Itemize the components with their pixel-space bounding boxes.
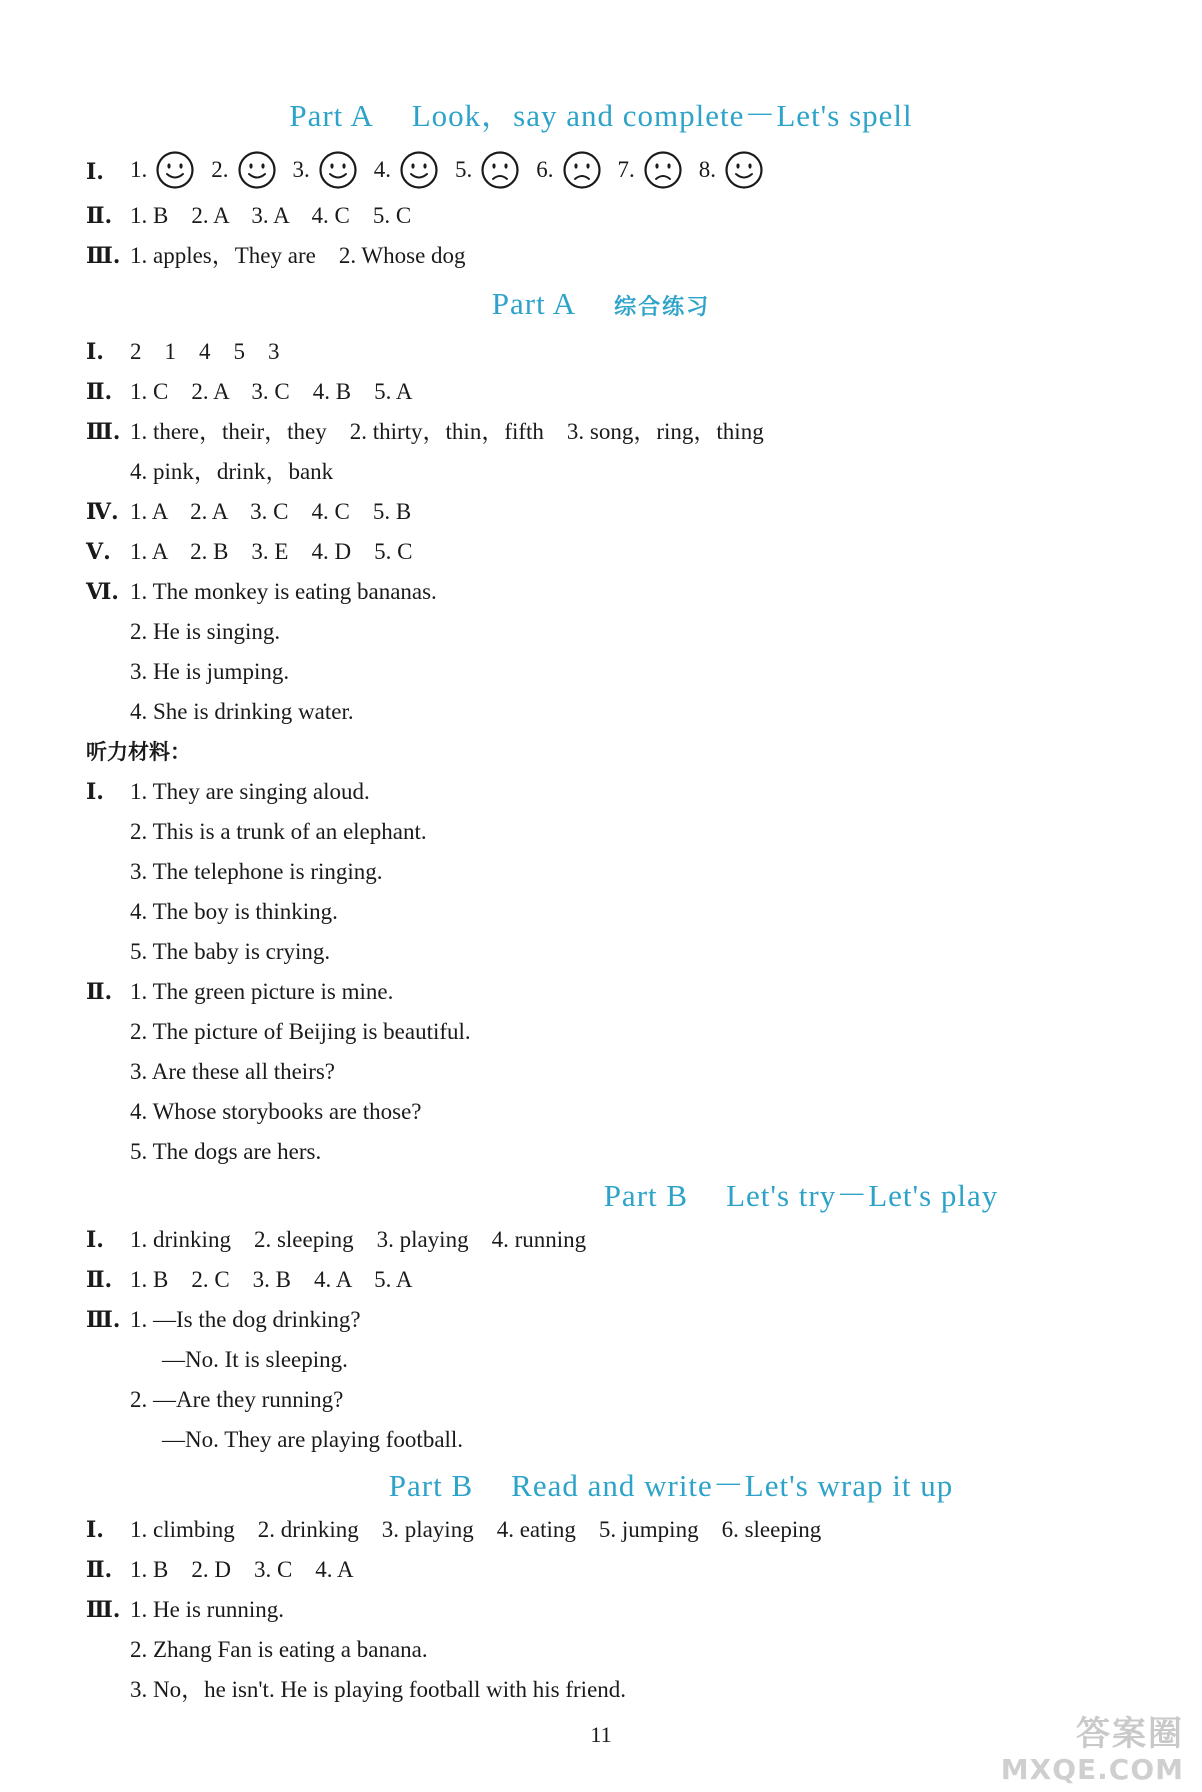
section-heading-part-a-practice [0, 284, 1202, 328]
item-number: Ⅲ. [86, 243, 121, 269]
transcript-line: 2. This is a trunk of an elephant. [130, 819, 427, 844]
answer-line: 2 1 4 5 3 [130, 339, 280, 364]
heading-part-label: Part A [289, 98, 374, 133]
face-number: 3. [292, 157, 310, 182]
answer-line: 1. climbing 2. drinking 3. playing 4. eating 5. jumping 6. sleeping [130, 1517, 822, 1542]
answer-line: 2. He is singing. [130, 619, 281, 644]
transcript-line: 4. Whose storybooks are those? [130, 1099, 422, 1124]
transcript-line: 5. The dogs are hers. [130, 1139, 322, 1164]
item-number: Ⅰ. [86, 779, 104, 805]
heading-title: Look，say and complete－Let's spell [411, 98, 913, 133]
item-number: Ⅱ. [86, 979, 113, 1005]
heading-title: 综合练习 [614, 295, 711, 320]
item-number: Ⅱ. [86, 203, 113, 229]
face-number: 4. [373, 157, 391, 182]
sad-face-icon [562, 150, 602, 190]
face-item [293, 150, 358, 190]
heading-part-label: Part B [388, 1468, 474, 1503]
answer-line: 2. —Are they running? [130, 1387, 344, 1412]
section-heading-part-b-read [70, 1466, 1202, 1506]
item-number: Ⅰ. [86, 339, 104, 365]
item-number: Ⅴ. [86, 539, 111, 565]
face-item [374, 150, 439, 190]
watermark-logo: 答案圈 [1076, 1714, 1184, 1754]
answer-line: 1. —Is the dog drinking? [130, 1307, 361, 1332]
item-number: Ⅰ. [86, 159, 104, 185]
transcript-line: 1. They are singing aloud. [130, 779, 370, 804]
heading-part-label: Part A [491, 286, 577, 321]
answer-line: 2. Zhang Fan is eating a banana. [130, 1637, 428, 1662]
item-number: Ⅲ. [86, 419, 121, 445]
face-number: 6. [536, 157, 554, 182]
answer-line: 1. A 2. B 3. E 4. D 5. C [130, 539, 413, 564]
listening-material-label: 听力材料： [86, 740, 191, 764]
face-item [618, 150, 683, 190]
item-number: Ⅲ. [86, 1597, 121, 1623]
watermark-site: MXQE.COM [1000, 1753, 1184, 1786]
answer-line: —No. They are playing football. [162, 1427, 464, 1452]
face-number: 8. [698, 157, 716, 182]
section-heading-part-b-try [200, 1176, 1202, 1216]
happy-face-icon [237, 150, 277, 190]
sad-face-icon [643, 150, 683, 190]
face-item [211, 150, 276, 190]
transcript-line: 3. Are these all theirs? [130, 1059, 336, 1084]
watermark [988, 1706, 1184, 1786]
happy-face-icon [318, 150, 358, 190]
transcript-line: 3. The telephone is ringing. [130, 859, 383, 884]
heading-title: Let's try－Let's play [726, 1178, 999, 1213]
item-number: Ⅲ. [86, 1307, 121, 1333]
transcript-line: 4. The boy is thinking. [130, 899, 338, 924]
answer-line: 4. She is drinking water. [130, 699, 354, 724]
answer-line: 4. pink，drink，bank [130, 459, 334, 484]
item-number: Ⅱ. [86, 1557, 113, 1583]
answer-line: 1. B 2. D 3. C 4. A [130, 1557, 354, 1582]
face-item [536, 150, 601, 190]
answer-line: 1. apples，They are 2. Whose dog [130, 243, 466, 268]
answer-line: 3. No，he isn't. He is playing football with his friend. [130, 1677, 627, 1702]
heading-part-label: Part B [603, 1178, 689, 1213]
item-number: Ⅰ. [86, 1227, 104, 1253]
answer-line: 1. The monkey is eating bananas. [130, 579, 437, 604]
item-number: Ⅳ. [86, 499, 119, 525]
sad-face-icon [480, 150, 520, 190]
transcript-line: 1. The green picture is mine. [130, 979, 394, 1004]
face-item [130, 150, 195, 190]
answer-line: 3. He is jumping. [130, 659, 290, 684]
transcript-line: 5. The baby is crying. [130, 939, 331, 964]
item-number: Ⅱ. [86, 1267, 113, 1293]
answer-line: 1. A 2. A 3. C 4. C 5. B [130, 499, 412, 524]
face-number: 7. [617, 157, 635, 182]
face-number: 1. [130, 157, 148, 182]
happy-face-icon [155, 150, 195, 190]
item-number: Ⅱ. [86, 379, 113, 405]
faces-row [130, 150, 780, 194]
item-number: Ⅵ. [86, 579, 119, 605]
answer-line: 1. there，their，they 2. thirty，thin，fifth 3. song，ring，thing [130, 419, 764, 444]
happy-face-icon [399, 150, 439, 190]
answer-line: 1. He is running. [130, 1597, 284, 1622]
section-heading-part-a-spell [0, 96, 1202, 136]
face-item [455, 150, 520, 190]
face-number: 2. [211, 157, 229, 182]
heading-title: Read and write－Let's wrap it up [511, 1468, 954, 1503]
answer-line: 1. B 2. C 3. B 4. A 5. A [130, 1267, 413, 1292]
answer-line: 1. drinking 2. sleeping 3. playing 4. running [130, 1227, 587, 1252]
answer-line: 1. C 2. A 3. C 4. B 5. A [130, 379, 413, 404]
face-item [699, 150, 764, 190]
item-number: Ⅰ. [86, 1517, 104, 1543]
face-number: 5. [455, 157, 473, 182]
page-number: 11 [590, 1722, 612, 1747]
answer-line: 1. B 2. A 3. A 4. C 5. C [130, 203, 412, 228]
happy-face-icon [724, 150, 764, 190]
answer-line: —No. It is sleeping. [162, 1347, 348, 1372]
transcript-line: 2. The picture of Beijing is beautiful. [130, 1019, 471, 1044]
